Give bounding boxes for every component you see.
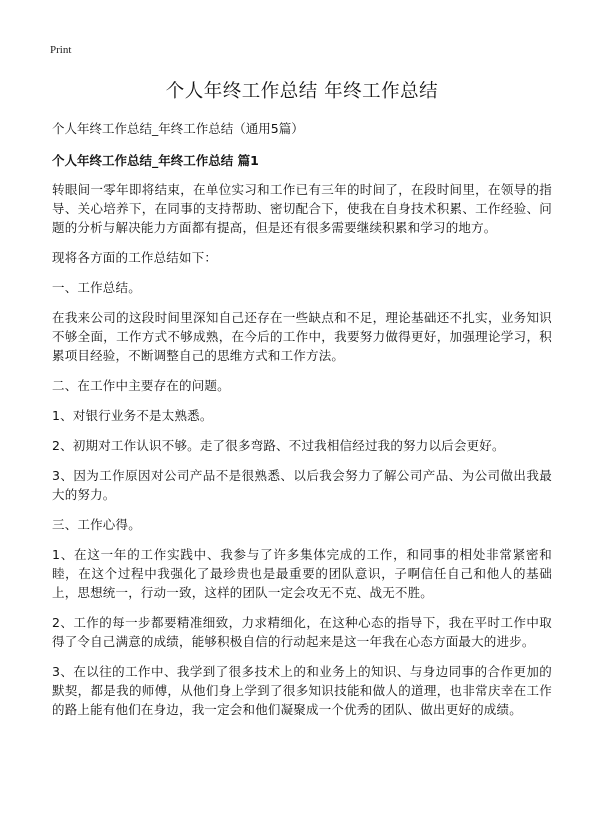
heading-insights: 三、工作心得。 bbox=[52, 517, 141, 532]
print-label: Print bbox=[50, 44, 72, 56]
list-item-insight-1: 1、在这一年的工作实践中、我参与了许多集体完成的工作，和同事的相处非常紧密和睦，在这个过程中我强化了最珍贵也是最重要的团队意识，子啊信任自己和他人的基础上，思想统一，行动一致，这样的团队一定会攻无不克、战无不胜。 bbox=[52, 547, 552, 600]
paragraph-work-summary: 在我来公司的这段时间里深知自己还存在一些缺点和不足，理论基础还不扎实，业务知识不够全面，工作方式不够成熟，在今后的工作中，我要努力做得更好，加强理论学习，积累项目经验，不断调整自己的思维方式和工作方法。 bbox=[52, 310, 552, 363]
list-item-problem-2: 2、初期对工作认识不够。走了很多弯路、不过我相信经过我的努力以后会更好。 bbox=[52, 438, 505, 453]
document-subtitle: 个人年终工作总结_年终工作总结（通用5篇） bbox=[52, 121, 304, 136]
heading-problems: 二、在工作中主要存在的问题。 bbox=[52, 378, 230, 393]
list-item-problem-1: 1、对银行业务不是太熟悉。 bbox=[52, 408, 213, 423]
list-item-insight-3: 3、在以往的工作中、我学到了很多技术上的和业务上的知识、与身边同事的合作更加的默契，都是我的师傅，从他们身上学到了很多知识技能和做人的道理，也非常庆幸在工作的路上能有他们在身边，我一定会和他们凝聚成一个优秀的团队、做出更好的成绩。 bbox=[52, 664, 552, 717]
document-body bbox=[52, 78, 552, 730]
list-item-insight-2: 2、工作的每一步都要精准细致，力求精细化，在这种心态的指导下，我在平时工作中取得了令自己满意的成绩，能够积极自信的行动起来是这一年我在心态方面最大的进步。 bbox=[52, 615, 552, 649]
paragraph-summary-lead: 现将各方面的工作总结如下： bbox=[52, 250, 218, 265]
heading-work-summary: 一、工作总结。 bbox=[52, 280, 141, 295]
section-heading: 个人年终工作总结_年终工作总结 篇1 bbox=[52, 153, 259, 168]
list-item-problem-3: 3、因为工作原因对公司产品不是很熟悉、以后我会努力了解公司产品、为公司做出我最大的努力。 bbox=[52, 468, 552, 502]
paragraph-intro: 转眼间一零年即将结束，在单位实习和工作已有三年的时间了，在段时间里，在领导的指导、关心培养下，在同事的支持帮助、密切配合下，使我在自身技术积累、工作经验、问题的分析与解决能力方面都有提高，但是还有很多需要继续积累和学习的地方。 bbox=[52, 182, 552, 235]
page-title: 个人年终工作总结 年终工作总结 bbox=[165, 81, 439, 102]
